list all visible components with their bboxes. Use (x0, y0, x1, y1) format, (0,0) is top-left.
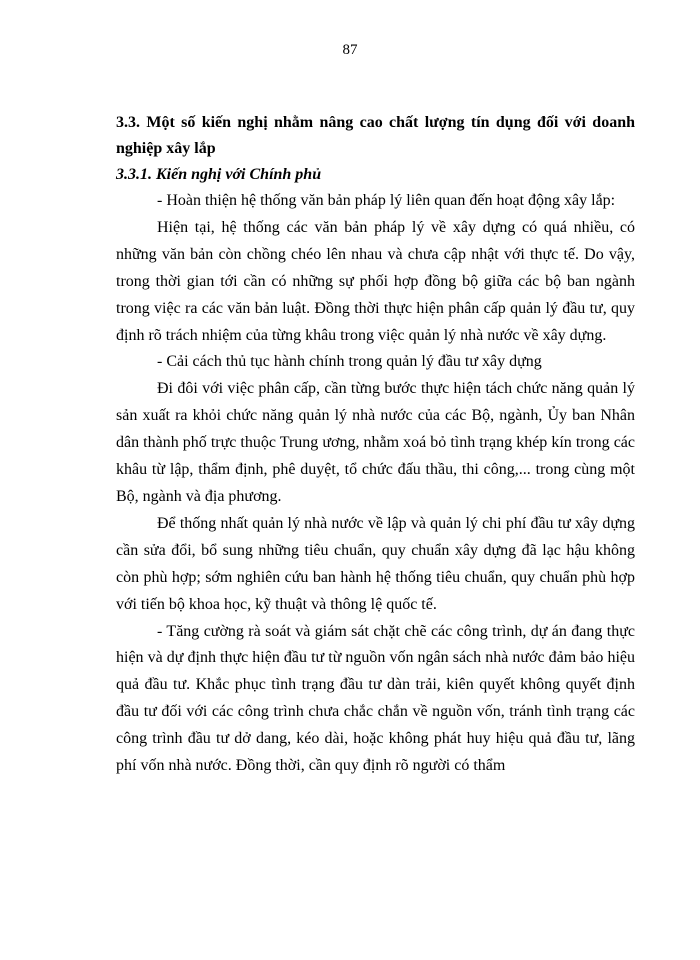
paragraph-supervision-item: - Tăng cường rà soát và giám sát chặt chẽ các công trình, dự án đang thực hiện và dự định thực hiện đầu tư từ nguồn vốn ngân sách nhà nước đảm bảo hiệu quả đầu tư. Khắc phục tình trạng đầu tư dàn trải, kiên quyết không quyết định đầu tư đối với các công trình chưa chắc chắn về nguồn vốn, tránh tình trạng các công trình đầu tư dở dang, kéo dài, hoặc không phát huy hiệu quả đầu tư, lãng phí vốn nhà nước. Đồng thời, cần quy định rõ người có thẩm (116, 622, 635, 775)
subsection-heading: 3.3.1. Kiến nghị với Chính phủ (116, 166, 322, 183)
paragraph-legal-docs-item: - Hoàn thiện hệ thống văn bản pháp lý liên quan đến hoạt động xây lắp: (157, 192, 616, 209)
paragraph-admin-reform-body: Đi đôi với việc phân cấp, cần từng bước thực hiện tách chức năng quản lý sản xuất ra khỏi chức năng quản lý nhà nước của các Bộ, ngành, Ủy ban Nhân dân thành phố trực thuộc Trung ương, nhằm xoá bỏ tình trạng khép kín trong các khâu từ lập, thẩm định, phê duyệt, tổ chức đấu thầu, thi công,... trong cùng một Bộ, ngành và địa phương. (116, 380, 635, 505)
paragraph-admin-reform-item: - Cải cách thủ tục hành chính trong quản lý đầu tư xây dựng (157, 353, 542, 371)
page-number: 87 (342, 42, 358, 58)
paragraph-standards-body: Để thống nhất quản lý nhà nước về lập và quản lý chi phí đầu tư xây dựng cần sửa đổi, bổ sung những tiêu chuẩn, quy chuẩn xây dựng đã lạc hậu không còn phù hợp; sớm nghiên cứu ban hành hệ thống tiêu chuẩn, quy chuẩn phù hợp với tiến bộ khoa học, kỹ thuật và thông lệ quốc tế. (116, 514, 635, 613)
page-content (116, 110, 635, 780)
paragraph-legal-docs-body: Hiện tại, hệ thống các văn bản pháp lý về xây dựng có quá nhiều, có những văn bản còn chồng chéo lên nhau và chưa cập nhật với thực tế. Do vậy, trong thời gian tới cần có những sự phối hợp đồng bộ giữa các bộ ban ngành trong việc ra các văn bản luật. Đồng thời thực hiện phân cấp quản lý đầu tư, quy định rõ trách nhiệm của từng khâu trong việc quản lý nhà nước về xây dựng. (116, 218, 635, 344)
section-heading: 3.3. Một số kiến nghị nhằm nâng cao chất lượng tín dụng đối với doanh nghiệp xây lắp (116, 114, 635, 157)
